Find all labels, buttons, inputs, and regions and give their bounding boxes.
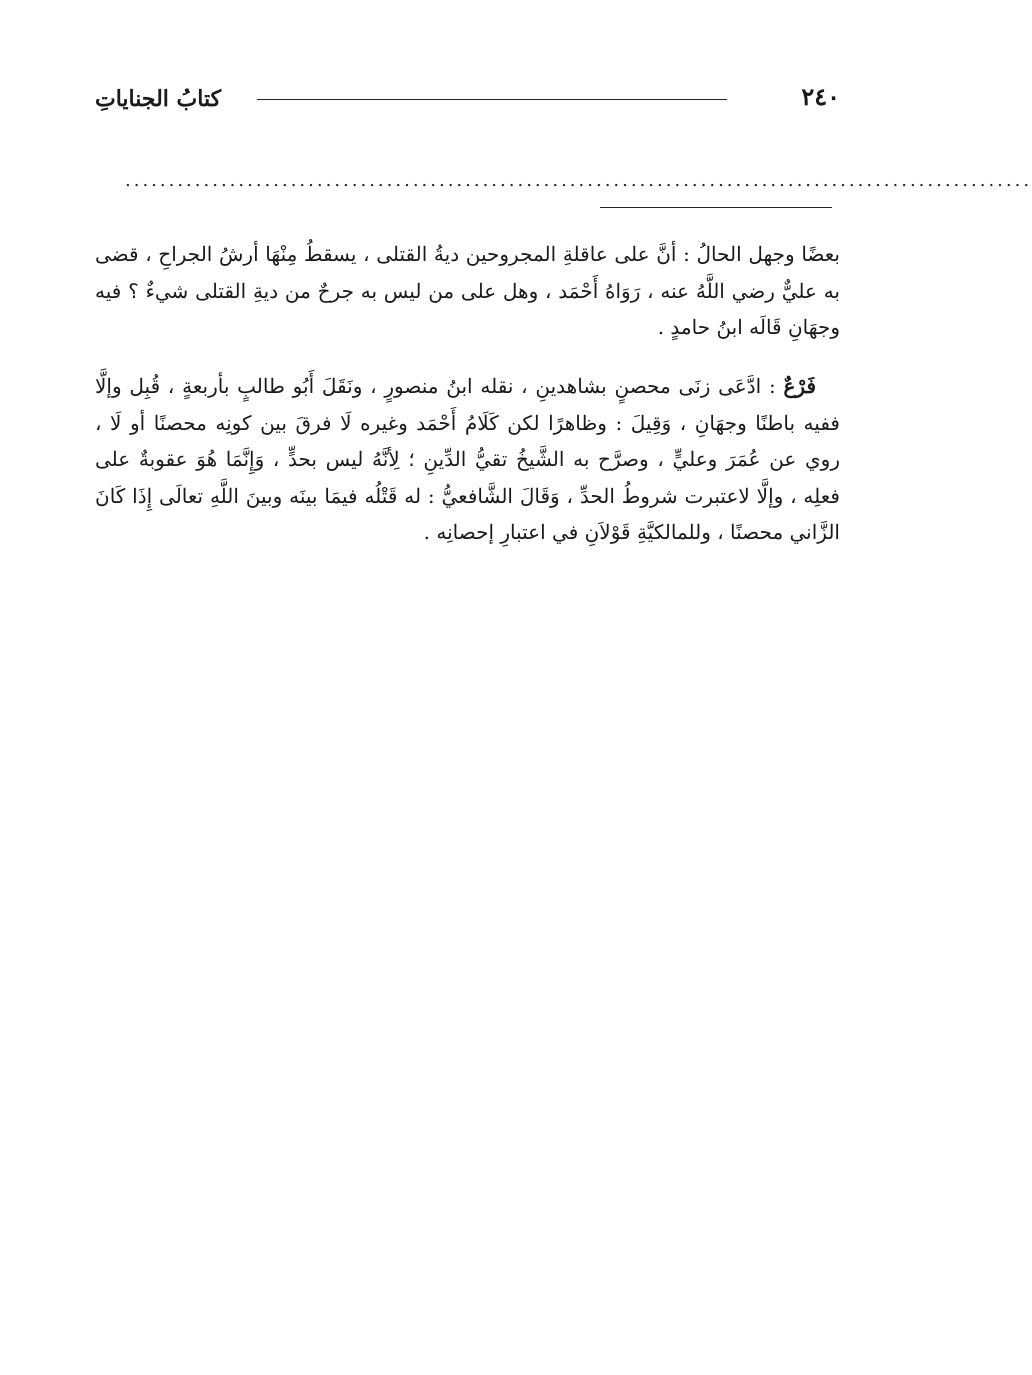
section-keyword: فَرْعٌ xyxy=(783,374,816,398)
paragraph-text: : ادَّعَى زنَى محصنٍ بشاهدينِ ، نقله ابنُ منصورٍ ، ونَقَلَ أَبُو طالبٍ بأربعةٍ ، قُبِل وإلَّا ففيه باطنًا وجهَانِ ، وَقِيلَ : وظاهرًا لكن كَلَامُ أَحْمَد وغيره لَا فرقَ بين كونِه محصنًا أو لَا ، روي عن عُمَرَ وعليٍّ ، وصرَّح به الشَّيخُ تقيُّ الدِّينِ ؛ لِأنَّهُ ليس بحدٍّ ، وَإِنَّمَا هُوَ عقوبةٌ على فعلِه ، وإلَّا لاعتبرت شروطُ الحدِّ ، وَقَالَ الشَّافعيُّ : له قَتْلُه فيمَا بينَه وبينَ اللَّهِ تعالَى إِذَا كَانَ الزَّاني محصنًا ، وللمالكيَّةِ قَوْلاَنِ في اعتبارِ إحصانِه . xyxy=(95,374,840,544)
paragraph-far xyxy=(95,368,840,551)
paragraph-continuation xyxy=(95,236,840,346)
footnote-rule xyxy=(600,207,832,208)
header-rule xyxy=(257,99,727,100)
paragraph-text: بعضًا وجهل الحالُ : أنَّ على عاقلةِ المجروحين ديةُ القتلى ، يسقطُ مِنْهَا أرشُ الجراحِ ، قضى به عليٌّ رضي اللَّهُ عنه ، رَوَاهُ أَحْمَد ، وهل على من ليس به جرحٌ من ديةِ القتلى شيءٌ ؟ فيه وجهَانِ قَالَه ابنُ حامدٍ . xyxy=(95,242,840,339)
page-header xyxy=(95,82,840,116)
dotted-separator: ........................................................................................................ xyxy=(125,170,1032,191)
book-title: كتابُ الجناياتِ xyxy=(95,86,222,112)
page-number: ٢٤٠ xyxy=(801,82,840,111)
paragraph-body xyxy=(95,368,840,551)
